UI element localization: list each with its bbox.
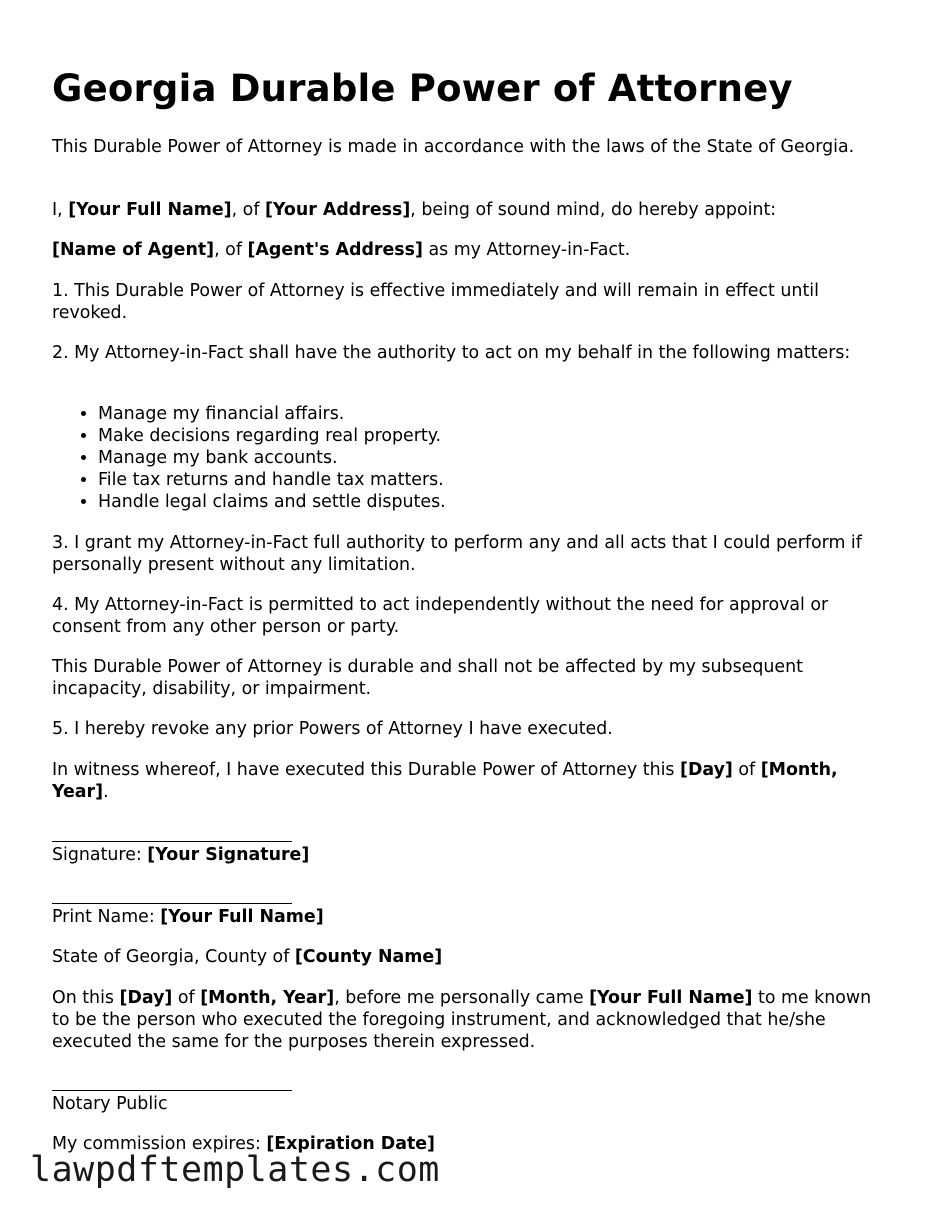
notary-month-year: [Month, Year]	[200, 988, 335, 1008]
principal-of: , of	[231, 200, 265, 220]
clause-3: 3. I grant my Attorney-in-Fact full authority to perform any and all acts that I could perform if personally present without any limitation.	[52, 533, 862, 575]
list-item: • Manage my financial affairs.	[98, 403, 446, 425]
notary-suffix: to me known to be the person who executed the foregoing instrument, and acknowledged that he/she executed the same for the purposes therein expressed.	[52, 988, 872, 1052]
agent-address: [Agent's Address]	[247, 240, 423, 260]
print-name-label: Print Name:	[52, 907, 161, 927]
county-value: [County Name]	[294, 947, 443, 967]
notary-mid: , before me personally came	[334, 988, 590, 1008]
notary-prefix: On this	[52, 988, 120, 1008]
powers-list	[52, 403, 446, 513]
notary-of: of	[172, 988, 201, 1008]
intro-paragraph: This Durable Power of Attorney is made in accordance with the laws of the State of Georgia.	[52, 137, 855, 157]
principal-address: [Your Address]	[264, 200, 411, 220]
signature-value: [Your Signature]	[147, 845, 310, 865]
notary-day: [Day]	[119, 988, 173, 1008]
agent-suffix: as my Attorney-in-Fact.	[422, 240, 631, 260]
agent-name: [Name of Agent]	[52, 240, 215, 260]
notary-public-label: Notary Public	[52, 1094, 168, 1114]
durability-paragraph: This Durable Power of Attorney is durable and shall not be affected by my subsequent incapacity, disability, or impairment.	[52, 657, 803, 699]
agent-paragraph	[52, 239, 890, 261]
signature-label: Signature:	[52, 845, 148, 865]
witness-of: of	[732, 760, 761, 780]
principal-prefix: I,	[52, 200, 69, 220]
agent-of: , of	[214, 240, 248, 260]
list-item: • Make decisions regarding real property.	[98, 425, 446, 447]
clause-4: 4. My Attorney-in-Fact is permitted to act independently without the need for approval or consent from any other person or party.	[52, 595, 829, 637]
clause-5: 5. I hereby revoke any prior Powers of Attorney I have executed.	[52, 719, 613, 739]
document-title: Georgia Durable Power of Attorney	[52, 67, 793, 110]
list-item: • Handle legal claims and settle disputes.	[98, 491, 446, 513]
notary-signature-line[interactable]	[52, 1090, 292, 1091]
clause-2: 2. My Attorney-in-Fact shall have the authority to act on my behalf in the following matters:	[52, 343, 851, 363]
principal-name: [Your Full Name]	[68, 200, 232, 220]
notary-statement	[52, 987, 890, 1053]
commission-value: [Expiration Date]	[266, 1134, 436, 1154]
list-item: • Manage my bank accounts.	[98, 447, 446, 469]
witness-day: [Day]	[680, 760, 733, 780]
print-name-value: [Your Full Name]	[160, 907, 324, 927]
witness-month-year: [Month, Year]	[52, 760, 838, 802]
print-name-line[interactable]	[52, 903, 292, 904]
witness-paragraph	[52, 759, 890, 803]
print-name-field	[52, 906, 890, 928]
county-label: State of Georgia, County of	[52, 947, 295, 967]
clause-1: 1. This Durable Power of Attorney is effective immediately and will remain in effect until revoked.	[52, 281, 819, 323]
commission-label: My commission expires:	[52, 1134, 267, 1154]
signature-field	[52, 844, 890, 866]
watermark: lawpdftemplates.com	[30, 1150, 440, 1190]
notary-name: [Your Full Name]	[589, 988, 753, 1008]
witness-end: .	[103, 782, 109, 802]
list-item: • File tax returns and handle tax matters.	[98, 469, 446, 491]
signature-line[interactable]	[52, 841, 292, 842]
witness-text: In witness whereof, I have executed this Durable Power of Attorney this	[52, 760, 681, 780]
principal-suffix: , being of sound mind, do hereby appoint:	[410, 200, 777, 220]
principal-paragraph	[52, 199, 890, 221]
county-paragraph	[52, 946, 890, 968]
